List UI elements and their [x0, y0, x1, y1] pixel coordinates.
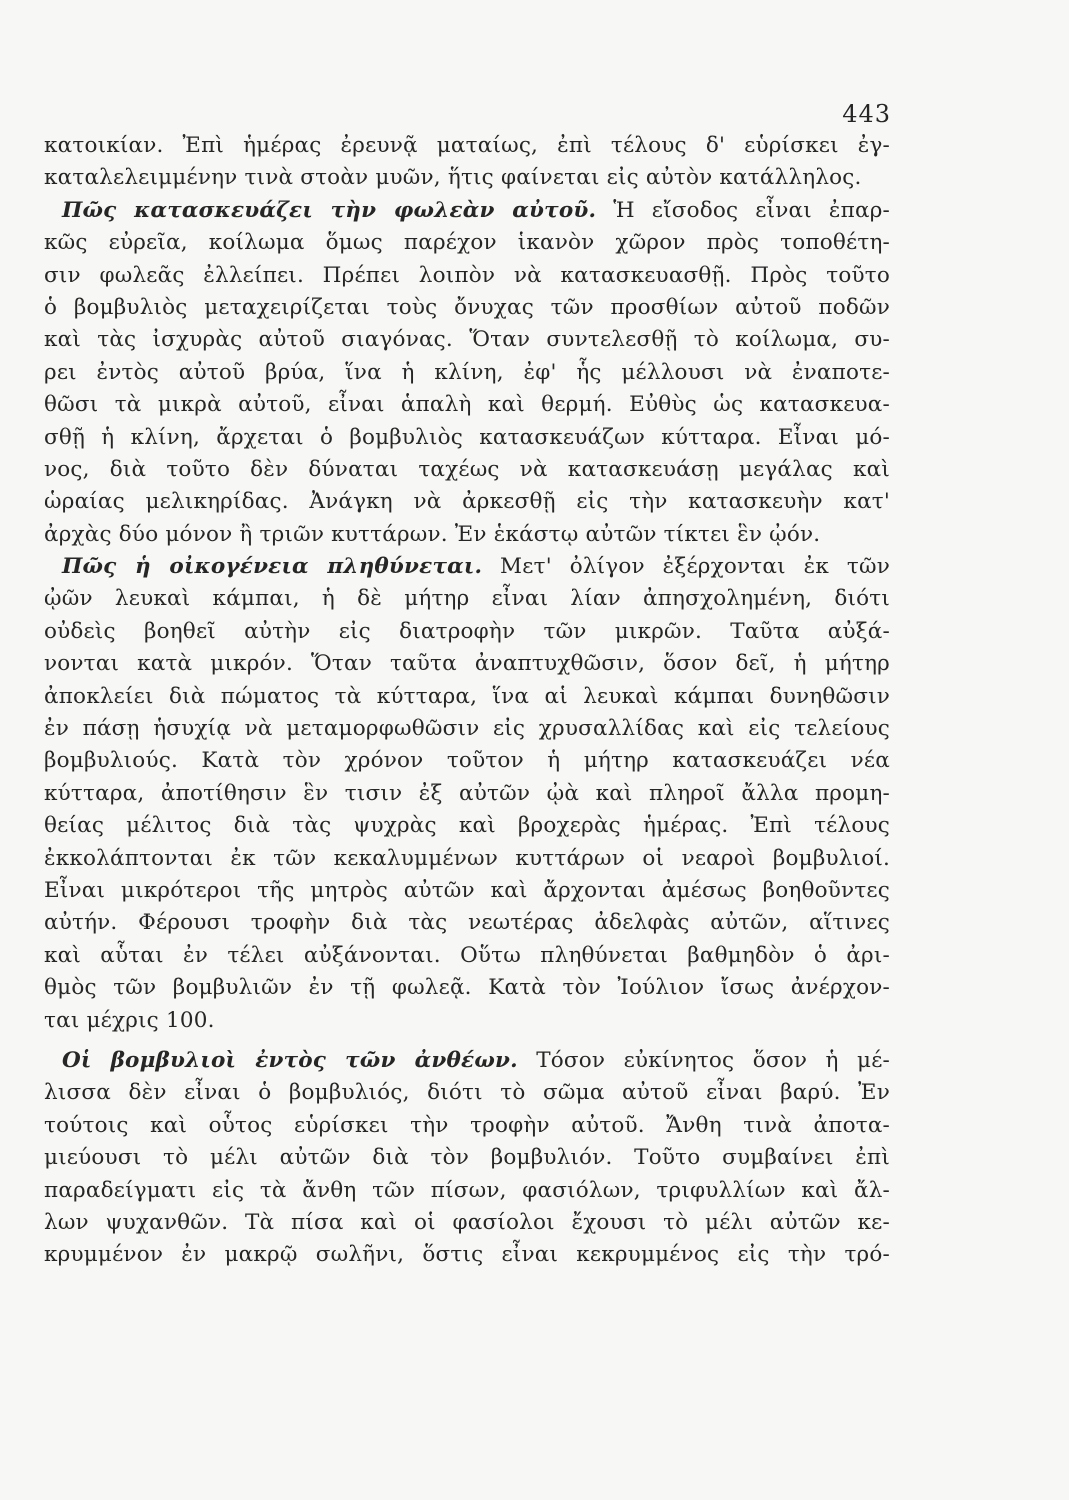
text-line: οὐδεὶς βοηθεῖ αὐτὴν εἰς διατροφὴν τῶν μικρῶν. Ταῦτα αὐξά- — [44, 618, 890, 644]
text-line: καὶ τὰς ἰσχυρὰς αὐτοῦ σιαγόνας. Ὅταν συντελεσθῇ τὸ κοίλωμα, συ- — [44, 327, 890, 353]
text-line: ρει ἐντὸς αὐτοῦ βρύα, ἵνα ἡ κλίνη, ἐφ' ἧς μέλλουσι νὰ ἐναποτε- — [44, 359, 890, 385]
text-line: Εἶναι μικρότεροι τῆς μητρὸς αὐτῶν καὶ ἄρχονται ἀμέσως βοηθοῦντες — [44, 877, 890, 903]
text-line: θείας μέλιτος διὰ τὰς ψυχρὰς καὶ βροχερὰς ἡμέρας. Ἐπὶ τέλους — [44, 813, 890, 839]
text-line: αὐτήν. Φέρουσι τροφὴν διὰ τὰς νεωτέρας ἀδελφὰς αὐτῶν, αἵτινες — [44, 910, 890, 936]
text-line: σθῇ ἡ κλίνη, ἄρχεται ὁ βομβυλιὸς κατασκευάζων κύτταρα. Εἶναι μό- — [44, 424, 890, 450]
text-line: βομβυλιούς. Κατὰ τὸν χρόνον τοῦτον ἡ μήτηρ κατασκευάζει νέα — [44, 748, 890, 774]
text-fragment: Μετ' ὀλίγον ἐξέρχονται ἐκ τῶν — [500, 554, 890, 580]
text-line — [44, 195, 890, 227]
text-line: ὡραίας μελικηρίδας. Ἀνάγκη νὰ ἀρκεσθῇ εἰς τὴν κατασκευὴν κατ' — [44, 489, 890, 515]
text-line: καὶ αὗται ἐν τέλει αὐξάνονται. Οὕτω πληθύνεται βαθμηδὸν ὁ ἀρι- — [44, 942, 890, 968]
text-line: ἀρχὰς δύο μόνον ἢ τριῶν κυττάρων. Ἐν ἑκάστῳ αὐτῶν τίκτει ἓν ᾠόν. — [44, 521, 821, 547]
text-line: ᾠῶν λευκαὶ κάμπαι, ἡ δὲ μήτηρ εἶναι λίαν ἀπησχολημένη, διότι — [44, 586, 890, 612]
text-line: ἐν πάσῃ ἡσυχίᾳ νὰ μεταμορφωθῶσιν εἰς χρυσαλλίδας καὶ εἰς τελείους — [44, 716, 890, 742]
text-line: τούτοις καὶ οὗτος εὑρίσκει τὴν τροφὴν αὐτοῦ. Ἄνθη τινὰ ἀποτα- — [44, 1112, 890, 1138]
text-line: λισσα δὲν εἶναι ὁ βομβυλιός, διότι τὸ σῶμα αὐτοῦ εἶναι βαρύ. Ἐν — [44, 1080, 890, 1106]
text-line: κατοικίαν. Ἐπὶ ἡμέρας ἐρευνᾷ ματαίως, ἐπὶ τέλους δ' εὑρίσκει ἐγ- — [44, 133, 890, 158]
text-line: ἀποκλείει διὰ πώματος τὰ κύτταρα, ἵνα αἱ λευκαὶ κάμπαι δυνηθῶσιν — [44, 683, 890, 709]
text-line — [44, 1045, 890, 1077]
text-line: ἐκκολάπτονται ἐκ τῶν κεκαλυμμένων κυττάρων οἱ νεαροὶ βομβυλιοί. — [44, 845, 890, 871]
section-heading: Οἱ βομβυλιοὶ ἐντὸς τῶν ἀνθέων. — [62, 1047, 518, 1073]
text-line: καταλελειμμένην τινὰ στοὰν μυῶν, ἥτις φαίνεται εἰς αὐτὸν κατάλληλος. — [44, 165, 862, 191]
text-line — [44, 551, 890, 583]
text-fragment: Ἡ εἴσοδος εἶναι ἐπαρ- — [613, 197, 890, 223]
text-line: παραδείγματι εἰς τὰ ἄνθη τῶν πίσων, φασιόλων, τριφυλλίων καὶ ἄλ- — [44, 1177, 890, 1203]
text-line: νονται κατὰ μικρόν. Ὅταν ταῦτα ἀναπτυχθῶσιν, ὅσον δεῖ, ἡ μήτηρ — [44, 651, 890, 677]
page-number: 443 — [842, 100, 891, 128]
section-heading: Πῶς κατασκευάζει τὴν φωλεὰν αὐτοῦ. — [62, 197, 597, 223]
text-line: σιν φωλεᾶς ἐλλείπει. Πρέπει λοιπὸν νὰ κατασκευασθῇ. Πρὸς τοῦτο — [44, 262, 890, 288]
section-heading: Πῶς ἡ οἰκογένεια πληθύνεται. — [62, 554, 483, 580]
text-line: λων ψυχανθῶν. Τὰ πίσα καὶ οἱ φασίολοι ἔχουσι τὸ μέλι αὐτῶν κε- — [44, 1209, 890, 1235]
paragraph-spacer — [44, 1037, 890, 1045]
text-line: θμὸς τῶν βομβυλιῶν ἐν τῇ φωλεᾷ. Κατὰ τὸν Ἰούλιον ἴσως ἀνέρχον- — [44, 975, 890, 1001]
text-line: κῶς εὐρεῖα, κοίλωμα ὅμως παρέχον ἱκανὸν χῶρον πρὸς τοποθέτη- — [44, 230, 890, 256]
text-line: θῶσι τὰ μικρὰ αὐτοῦ, εἶναι ἁπαλὴ καὶ θερμή. Εὐθὺς ὡς κατασκευα- — [44, 392, 890, 418]
text-line: ται μέχρις 100. — [44, 1007, 215, 1033]
text-fragment: Τόσον εὐκίνητος ὅσον ἡ μέ- — [536, 1047, 890, 1073]
body-text — [44, 130, 890, 1272]
text-line: κρυμμένον ἐν μακρῷ σωλῆνι, ὅστις εἶναι κεκρυμμένος εἰς τὴν τρό- — [44, 1242, 890, 1268]
text-line: μιεύουσι τὸ μέλι αὐτῶν διὰ τὸν βομβυλιόν. Τοῦτο συμβαίνει ἐπὶ — [44, 1145, 890, 1171]
text-line: ὁ βομβυλιὸς μεταχειρίζεται τοὺς ὄνυχας τῶν προσθίων αὐτοῦ ποδῶν — [44, 294, 890, 320]
text-line: κύτταρα, ἀποτίθησιν ἓν τισιν ἐξ αὐτῶν ᾠὰ καὶ πληροῖ ἄλλα προμη- — [44, 780, 890, 806]
text-line: νος, διὰ τοῦτο δὲν δύναται ταχέως νὰ κατασκευάσῃ μεγάλας καὶ — [44, 456, 890, 482]
